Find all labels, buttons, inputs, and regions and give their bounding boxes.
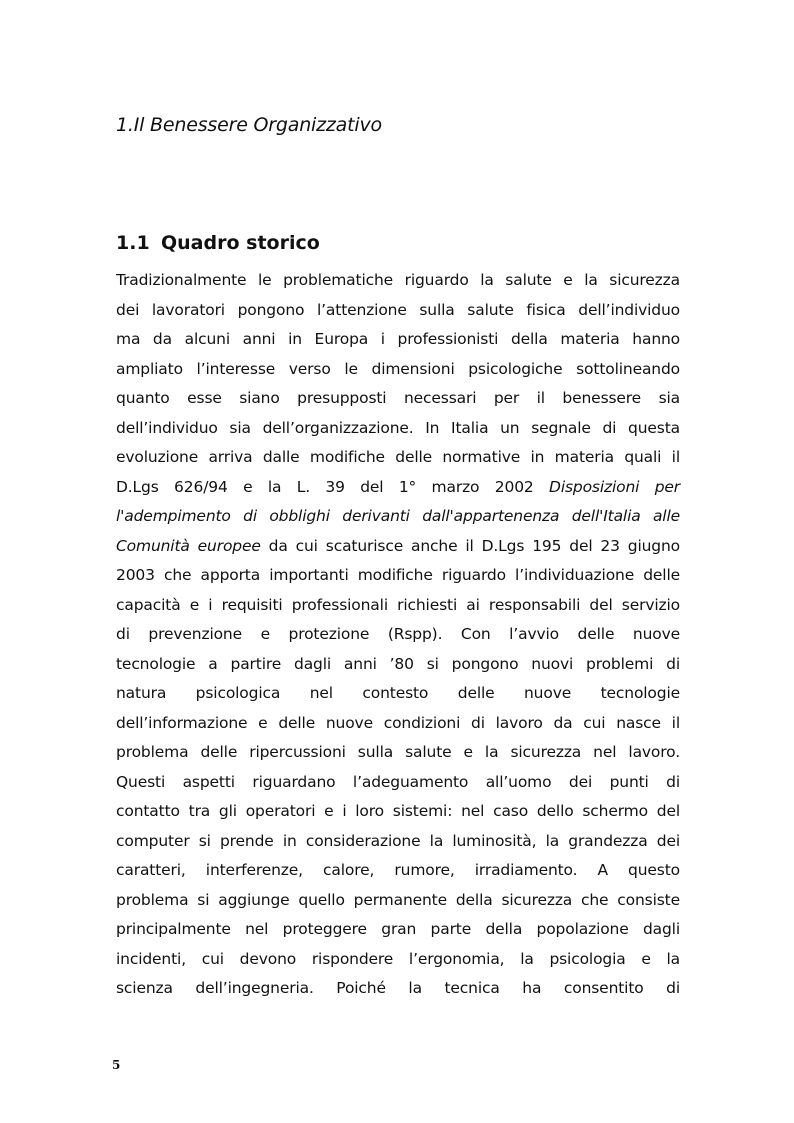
italic-text-segment: Disposizioni per: [549, 477, 680, 496]
text-segment: Tradizionalmente le problematiche riguardo la salute e la sicurezza: [116, 271, 680, 289]
text-segment: da cui scaturisce anche il D.Lgs 195 del 23 giugno: [260, 536, 680, 555]
text-segment: dell’individuo sia dell’organizzazione. In Italia un segnale di questa: [116, 418, 680, 437]
text-line: [116, 738, 680, 768]
text-segment: caratteri, interferenze, calore, rumore, irradiamento. A questo: [116, 861, 680, 879]
text-segment: natura psicologica nel contesto delle nuove tecnologie: [116, 684, 680, 702]
text-segment: tecnologie a partire dagli anni ’80 si pongono nuovi problemi di: [116, 654, 680, 673]
italic-text-segment: l'adempimento di obblighi derivanti dall'appartenenza dell'Italia alle: [116, 507, 680, 525]
text-line: [116, 502, 680, 532]
text-line: [116, 473, 680, 503]
text-segment: scienza dell’ingegneria. Poiché la tecnica ha consentito di: [116, 979, 680, 997]
text-line: [116, 679, 680, 709]
text-line: [116, 591, 680, 621]
text-segment: principalmente nel proteggere gran parte della popolazione dagli: [116, 920, 680, 938]
page-number: 5: [112, 1058, 121, 1072]
section-heading: [116, 232, 320, 254]
text-line: [116, 384, 680, 414]
text-line: [116, 620, 680, 650]
text-segment: evoluzione arriva dalle modifiche delle normative in materia quali il: [116, 448, 680, 466]
text-line: [116, 945, 680, 975]
text-line: [116, 709, 680, 739]
text-line: [116, 296, 680, 326]
text-segment: computer si prende in considerazione la luminosità, la grandezza dei: [116, 831, 680, 850]
text-line: [116, 561, 680, 591]
text-segment: problema delle ripercussioni sulla salute e la sicurezza nel lavoro.: [116, 743, 680, 761]
chapter-title: 1.Il Benessere Organizzativo: [116, 114, 382, 136]
text-segment: di prevenzione e protezione (Rspp). Con l’avvio delle nuove: [116, 625, 680, 643]
text-line: [116, 856, 680, 886]
text-segment: 2003 che apporta importanti modifiche riguardo l’individuazione delle: [116, 566, 680, 584]
body-paragraph: [116, 266, 680, 1004]
text-line: [116, 768, 680, 798]
text-segment: dell’informazione e delle nuove condizioni di lavoro da cui nasce il: [116, 713, 680, 732]
text-line: [116, 414, 680, 444]
text-line: [116, 650, 680, 680]
text-segment: quanto esse siano presupposti necessari per il benessere sia: [116, 389, 680, 407]
text-line: [116, 974, 680, 1004]
text-segment: ma da alcuni anni in Europa i professionisti della materia hanno: [116, 330, 680, 348]
text-segment: Questi aspetti riguardano l’adeguamento all’uomo dei punti di: [116, 772, 680, 791]
text-line: [116, 886, 680, 916]
text-line: [116, 266, 680, 296]
text-segment: ampliato l’interesse verso le dimensioni psicologiche sottolineando: [116, 359, 680, 378]
section-number: 1.1: [116, 232, 150, 254]
text-segment: capacità e i requisiti professionali richiesti ai responsabili del servizio: [116, 595, 680, 614]
text-line: [116, 355, 680, 385]
text-segment: problema si aggiunge quello permanente della sicurezza che consiste: [116, 890, 680, 909]
text-line: [116, 797, 680, 827]
text-line: [116, 915, 680, 945]
text-segment: contatto tra gli operatori e i loro sistemi: nel caso dello schermo del: [116, 802, 680, 820]
text-line: [116, 325, 680, 355]
text-segment: incidenti, cui devono rispondere l’ergonomia, la psicologia e la: [116, 949, 680, 968]
text-line: [116, 532, 680, 562]
italic-text-segment: Comunità europee: [116, 536, 261, 555]
text-segment: D.Lgs 626/94 e la L. 39 del 1° marzo 2002: [116, 477, 550, 496]
section-title: Quadro storico: [161, 232, 320, 254]
text-segment: dei lavoratori pongono l’attenzione sulla salute fisica dell’individuo: [116, 300, 680, 319]
text-line: [116, 827, 680, 857]
text-line: [116, 443, 680, 473]
